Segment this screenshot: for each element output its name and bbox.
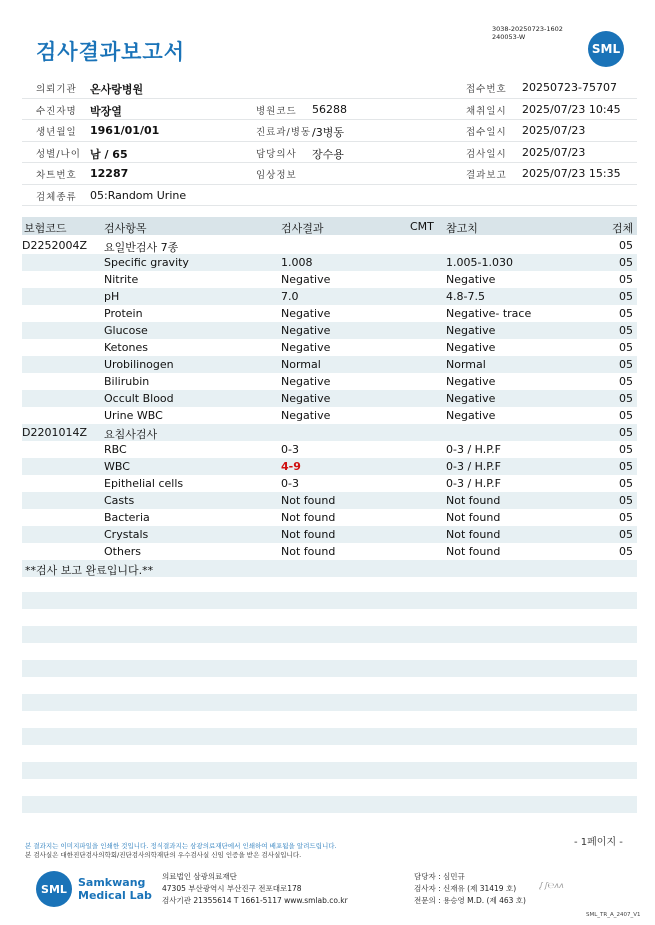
cell-item: WBC xyxy=(104,460,130,473)
header-code: 보험코드 xyxy=(24,222,67,235)
table-row xyxy=(22,339,637,356)
cell-specimen: 05 xyxy=(619,239,633,252)
cell-item: Urine WBC xyxy=(104,409,163,422)
header-cmt: CMT xyxy=(410,220,434,233)
cell-item: 요일반검사 7종 xyxy=(104,241,179,254)
cell-item: pH xyxy=(104,290,120,303)
hospital-code-value: 56288 xyxy=(312,102,347,116)
footer-street: 47305 부산광역시 부산진구 전포대로178 xyxy=(162,884,302,893)
doctor-label: 담당의사 xyxy=(256,148,297,160)
cell-ref: 1.005-1.030 xyxy=(446,256,513,269)
info-row xyxy=(22,163,637,185)
cell-result: Not found xyxy=(281,494,336,507)
cell-item: Urobilinogen xyxy=(104,358,174,371)
cell-specimen: 05 xyxy=(619,273,633,286)
document-id-line: 3038-20250723-1602 xyxy=(492,25,563,33)
cell-ref: Not found xyxy=(446,494,501,507)
clinical-label: 임상정보 xyxy=(256,170,297,181)
collect-date-label: 채취일시 xyxy=(466,105,507,117)
cell-specimen: 05 xyxy=(619,392,633,405)
cell-result: 0-3 xyxy=(281,477,299,490)
cell-item: Protein xyxy=(104,307,143,320)
cell-item: Ketones xyxy=(104,341,148,354)
birth-value: 1961/01/01 xyxy=(90,124,160,137)
cell-ref: Negative xyxy=(446,273,496,286)
sex-age-label: 성별/나이 xyxy=(36,148,81,160)
cell-item: 요침사검사 xyxy=(104,428,158,441)
cell-result: Negative xyxy=(281,324,331,337)
cell-specimen: 05 xyxy=(619,375,633,388)
page-number: - 1페이지 - xyxy=(574,837,623,848)
doctor-value: 장수용 xyxy=(312,147,344,161)
dept-label: 진료과/병동 xyxy=(256,127,312,138)
cell-result: 7.0 xyxy=(281,290,299,303)
cell-specimen: 05 xyxy=(619,460,633,473)
completion-text: **검사 보고 완료입니다.** xyxy=(25,564,154,577)
receipt-date-label: 접수일시 xyxy=(466,127,507,138)
staff-line: 담당자 : 심민규 xyxy=(414,872,465,881)
collect-date-value: 2025/07/23 10:45 xyxy=(522,102,621,116)
cell-specimen: 05 xyxy=(619,511,633,524)
staff-line: 검사자 : 신재유 (제 31419 호) xyxy=(414,884,517,893)
chart-label: 차트번호 xyxy=(36,170,77,181)
cell-ref: 0-3 / H.P.F xyxy=(446,460,501,473)
chart-value: 12287 xyxy=(90,167,129,180)
cell-item: Specific gravity xyxy=(104,256,189,269)
cell-item: Epithelial cells xyxy=(104,477,184,490)
hospital-value: 온사랑병원 xyxy=(90,83,144,96)
notice-text: 본 결과지는 이미지파일을 인쇄한 것입니다. 정식결과지는 삼광의료재단에서 인쇄하여 배포됨을 알려드립니다. xyxy=(25,842,337,850)
empty-row xyxy=(22,694,637,711)
cell-result: Negative xyxy=(281,341,331,354)
header-item: 검사항목 xyxy=(104,222,147,235)
table-row xyxy=(22,475,637,492)
table-row xyxy=(22,390,637,407)
patient-info-block xyxy=(22,77,637,206)
footer-staff xyxy=(414,871,526,907)
table-row xyxy=(22,237,637,254)
cell-specimen: 05 xyxy=(619,409,633,422)
info-row xyxy=(22,142,637,164)
staff-line: 전문의 : 용승영 M.D. (제 463 호) xyxy=(414,896,526,905)
cell-specimen: 05 xyxy=(619,358,633,371)
cell-ref: Not found xyxy=(446,511,501,524)
receipt-no-label: 접수번호 xyxy=(466,84,507,95)
table-row xyxy=(22,526,637,543)
cell-item: RBC xyxy=(104,443,127,456)
table-row xyxy=(22,407,637,424)
hospital-code-label: 병원코드 xyxy=(256,105,297,117)
cell-item: Crystals xyxy=(104,528,149,541)
empty-row xyxy=(22,796,637,813)
cell-specimen: 05 xyxy=(619,528,633,541)
cell-item: Nitrite xyxy=(104,273,139,286)
signature: ᶘ ʃ℮ᴧᴧ xyxy=(540,881,564,890)
table-row xyxy=(22,509,637,526)
cell-result: 0-3 xyxy=(281,443,299,456)
cell-specimen: 05 xyxy=(619,256,633,269)
table-row xyxy=(22,373,637,390)
cell-ref: Negative xyxy=(446,341,496,354)
cell-item: Casts xyxy=(104,494,135,507)
sex-age-value: 남 / 65 xyxy=(90,147,128,161)
lab-name-line: Samkwang xyxy=(78,876,146,889)
table-row xyxy=(22,254,637,271)
cell-ref: Negative xyxy=(446,409,496,422)
cell-ref: 0-3 / H.P.F xyxy=(446,477,501,490)
table-row xyxy=(22,424,637,441)
footer-lab-name xyxy=(78,876,152,902)
cell-item: Bilirubin xyxy=(104,375,150,388)
cell-result: Not found xyxy=(281,511,336,524)
table-row xyxy=(22,288,637,305)
empty-row xyxy=(22,626,637,643)
info-row xyxy=(22,185,637,207)
cell-specimen: 05 xyxy=(619,307,633,320)
form-code: SML_TR_A_2407_V1 xyxy=(586,912,641,918)
patient-label: 수진자명 xyxy=(36,105,77,117)
table-row xyxy=(22,492,637,509)
table-row xyxy=(22,543,637,560)
document-id-line: 240053-W xyxy=(492,33,526,41)
cell-ref: Negative- trace xyxy=(446,307,532,320)
empty-row xyxy=(22,592,637,609)
birth-label: 생년월일 xyxy=(36,127,77,138)
cell-item: Occult Blood xyxy=(104,392,174,405)
cell-result: 1.008 xyxy=(281,256,313,269)
cell-specimen: 05 xyxy=(619,290,633,303)
info-row xyxy=(22,77,637,99)
empty-row xyxy=(22,660,637,677)
cell-ref: 0-3 / H.P.F xyxy=(446,443,501,456)
cell-result: 4-9 xyxy=(281,460,301,473)
table-row xyxy=(22,356,637,373)
header-ref: 참고치 xyxy=(446,222,478,235)
cell-ref: Normal xyxy=(446,358,486,371)
cell-result: Not found xyxy=(281,545,336,558)
cell-ref: Negative xyxy=(446,324,496,337)
cell-result: Not found xyxy=(281,528,336,541)
cell-result: Negative xyxy=(281,273,331,286)
report-title: 검사결과보고서 xyxy=(36,40,186,64)
cell-specimen: 05 xyxy=(619,341,633,354)
cell-specimen: 05 xyxy=(619,494,633,507)
empty-row xyxy=(22,762,637,779)
footer-sml-logo: SML xyxy=(36,871,72,907)
document-id xyxy=(492,25,563,41)
empty-row xyxy=(22,728,637,745)
receipt-date-value: 2025/07/23 xyxy=(522,124,586,137)
report-date-value: 2025/07/23 15:35 xyxy=(522,167,621,180)
cell-ref: 4.8-7.5 xyxy=(446,290,485,303)
cell-item: Others xyxy=(104,545,141,558)
cell-item: Bacteria xyxy=(104,511,150,524)
cell-result: Negative xyxy=(281,392,331,405)
table-row xyxy=(22,322,637,339)
cell-result: Negative xyxy=(281,307,331,320)
header-result: 검사결과 xyxy=(281,222,324,235)
cell-ref: Not found xyxy=(446,528,501,541)
info-row xyxy=(22,99,637,121)
report-date-label: 결과보고 xyxy=(466,170,507,181)
lab-name-line: Medical Lab xyxy=(78,889,152,902)
footer-org: 의료법인 삼광의료재단 xyxy=(162,872,237,881)
cell-specimen: 05 xyxy=(619,443,633,456)
info-row xyxy=(22,120,637,142)
completion-row xyxy=(22,560,637,577)
cell-specimen: 05 xyxy=(619,324,633,337)
cell-code: D2252004Z xyxy=(22,239,87,252)
cell-result: Negative xyxy=(281,375,331,388)
receipt-no-value: 20250723-75707 xyxy=(522,81,617,94)
table-row xyxy=(22,441,637,458)
cell-result: Normal xyxy=(281,358,321,371)
cell-code: D2201014Z xyxy=(22,426,87,439)
test-date-value: 2025/07/23 xyxy=(522,145,586,159)
results-table-header xyxy=(22,217,637,235)
table-row xyxy=(22,458,637,475)
cell-result: Negative xyxy=(281,409,331,422)
header-specimen: 검체 xyxy=(612,222,634,235)
cell-specimen: 05 xyxy=(619,477,633,490)
cell-specimen: 05 xyxy=(619,545,633,558)
cell-ref: Negative xyxy=(446,392,496,405)
cell-ref: Negative xyxy=(446,375,496,388)
sml-logo: SML xyxy=(588,31,624,67)
cell-ref: Not found xyxy=(446,545,501,558)
results-table xyxy=(22,237,637,577)
footer-address xyxy=(162,871,348,907)
test-date-label: 검사일시 xyxy=(466,148,507,160)
specimen-label: 검체종류 xyxy=(36,191,77,203)
certification-text: 본 검사실은 대한진단검사의학회/진단검사의학재단의 우수검사실 신임 인증을 받은 검사실입니다. xyxy=(25,851,302,859)
cell-specimen: 05 xyxy=(619,426,633,439)
cell-item: Glucose xyxy=(104,324,148,337)
table-row xyxy=(22,305,637,322)
footer-contact: 검사기관 21355614 T 1661-5117 www.smlab.co.kr xyxy=(162,896,348,905)
patient-value: 박장열 xyxy=(90,104,122,118)
table-row xyxy=(22,271,637,288)
dept-value: /3병동 xyxy=(312,126,344,139)
hospital-label: 의뢰기관 xyxy=(36,84,77,95)
specimen-value: 05:Random Urine xyxy=(90,188,187,202)
